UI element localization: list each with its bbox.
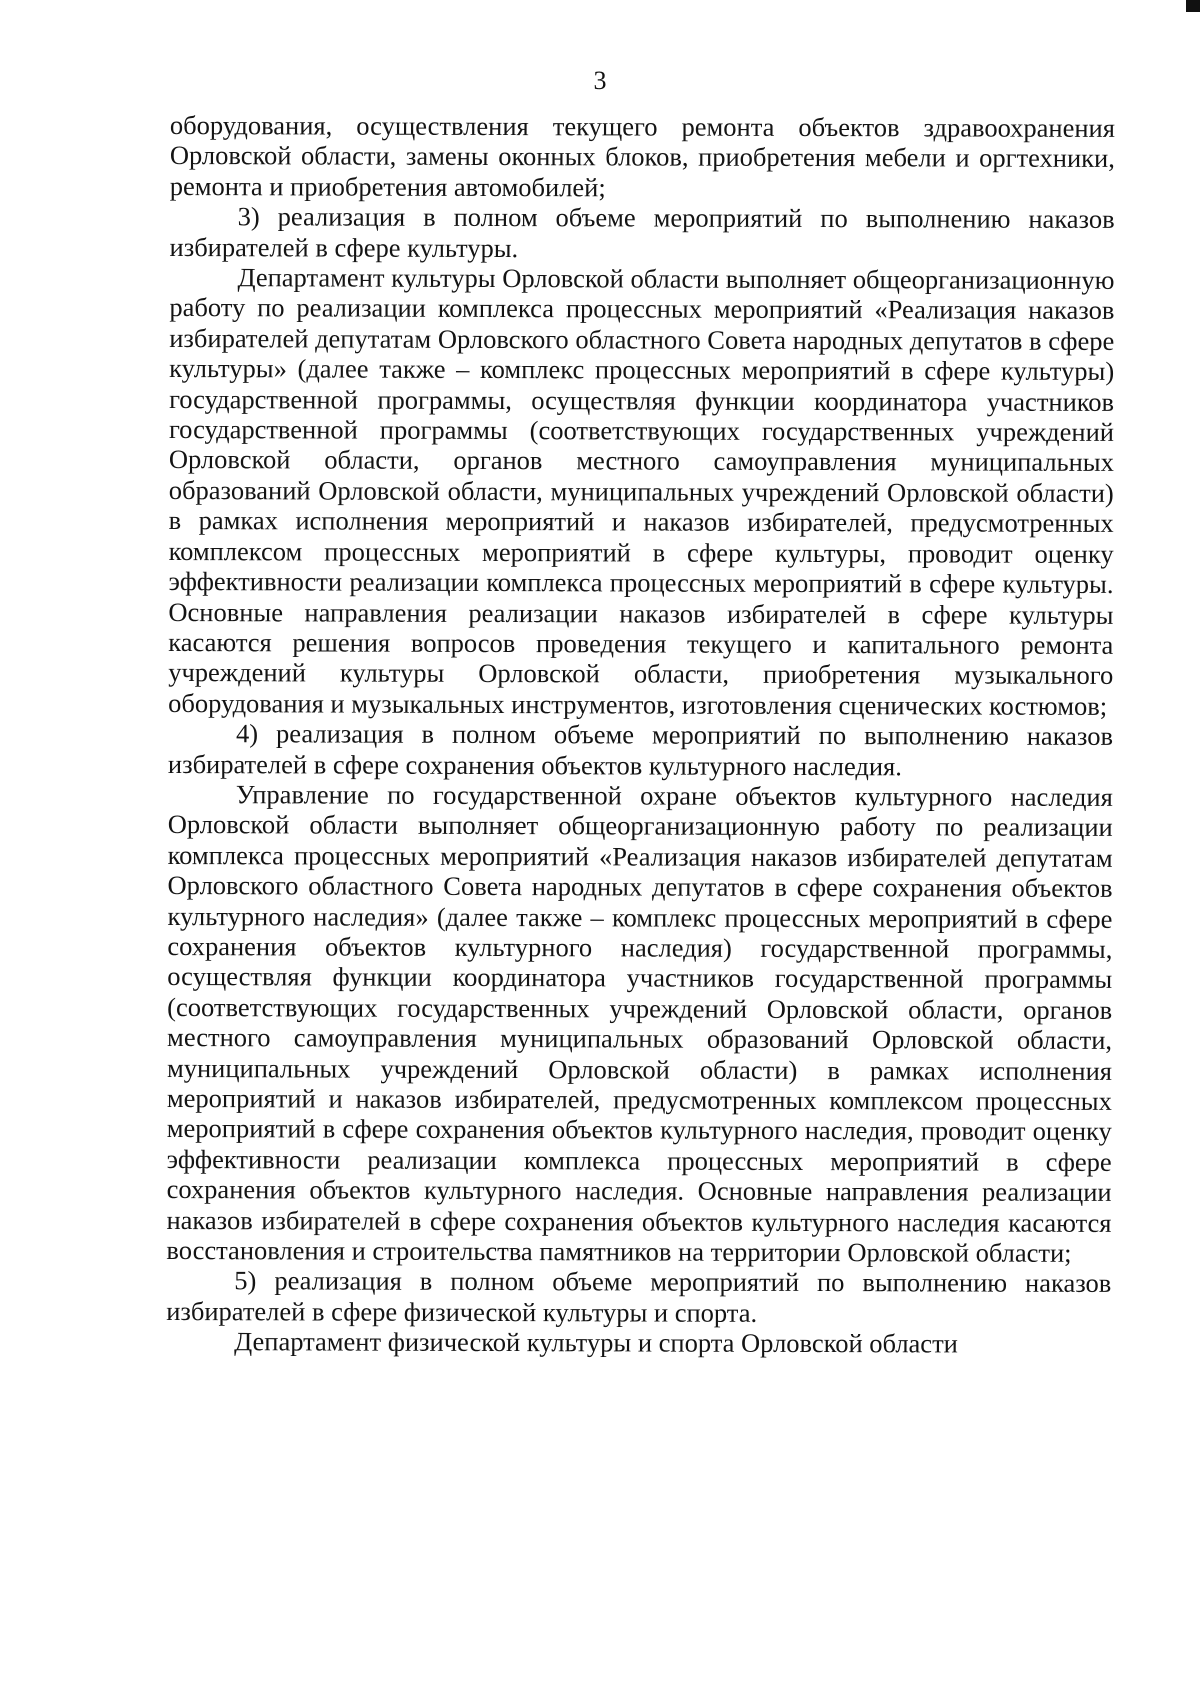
page-number: 3	[593, 66, 607, 95]
document-body	[166, 110, 1115, 1360]
paragraph: 3) реализация в полном объеме мероприятий по выполнению наказов избирателей в сфере культуры.	[169, 201, 1115, 263]
scan-corner-mark	[1186, 0, 1200, 12]
paragraph: 5) реализация в полном объеме мероприятий по выполнению наказов избирателей в сфере физической культуры и спорта.	[166, 1265, 1112, 1328]
paragraph: 4) реализация в полном объеме мероприятий по выполнению наказов избирателей в сфере сохранения объектов культурного наследия.	[167, 718, 1114, 781]
paragraph: Управление по государственной охране объектов культурного наследия Орловской области выполняет общеорганизационную работу по реализации комплекса процессных мероприятий «Реализация наказов избирателей депутатам Орловского областного Совета народных депутатов в сфере сохранения объектов культурного наследия» (далее также – комплекс процессных мероприятий в сфере сохранения объектов культурного наследия) государственной программы, осуществляя функции координатора участников государственной программы (соответствующих государственных учреждений Орловской области, органов местного самоуправления муниципальных образований Орловской области, муниципальных учреждений Орловской области) в рамках исполнения мероприятий и наказов избирателей, предусмотренных комплексом процессных мероприятий в сфере сохранения объектов культурного наследия, проводит оценку эффективности реализации комплекса процессных мероприятий в сфере сохранения объектов культурного наследия. Основные направления реализации наказов избирателей в сфере сохранения объектов культурного наследия касаются восстановления и строительства памятников на территории Орловской области;	[166, 779, 1113, 1268]
paragraph: Департамент физической культуры и спорта Орловской области	[234, 1326, 958, 1359]
paragraph: оборудования, осуществления текущего ремонта объектов здравоохранения Орловской области, замены оконных блоков, приобретения мебели и оргтехники, ремонта и приобретения автомобилей;	[169, 110, 1115, 203]
paragraph: Департамент культуры Орловской области выполняет общеорганизационную работу по реализации комплекса процессных мероприятий «Реализация наказов избирателей депутатам Орловского областного Совета народных депутатов в сфере культуры» (далее также – комплекс процессных мероприятий в сфере культуры) государственной программы, осуществляя функции координатора участников государственной программы (соответствующих государственных учреждений Орловской области, органов местного самоуправления муниципальных образований Орловской области, муниципальных учреждений Орловской области) в рамках исполнения мероприятий и наказов избирателей, предусмотренных комплексом процессных мероприятий в сфере культуры, проводит оценку эффективности реализации комплекса процессных мероприятий в сфере культуры. Основные направления реализации наказов избирателей в сфере культуры касаются решения вопросов проведения текущего и капитального ремонта учреждений культуры Орловской области, приобретения музыкального оборудования и музыкальных инструментов, изготовления сценических костюмов;	[168, 262, 1115, 721]
